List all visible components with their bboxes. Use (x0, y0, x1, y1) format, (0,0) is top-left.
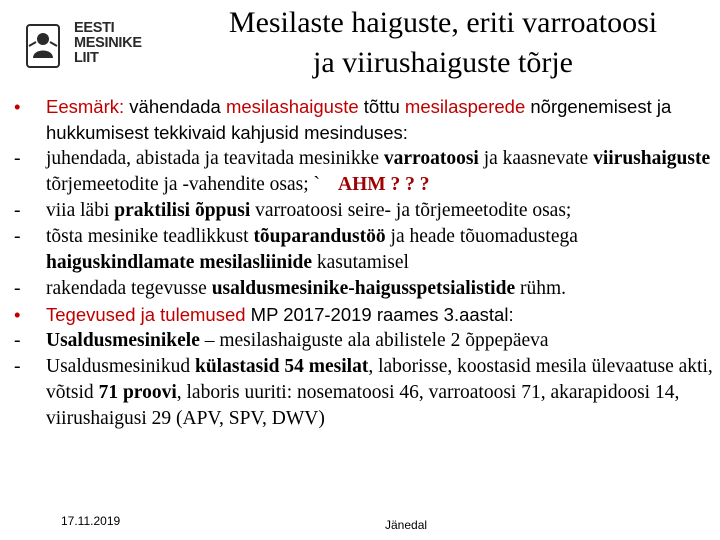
text-run: haiguskindlamate mesilasliinide (46, 252, 313, 273)
text-run: mesilashaiguste (225, 96, 359, 117)
logo-line-1: EESTI (74, 20, 115, 36)
text-run: , laboris uuriti: nosematoosi 46, varroatoosi 71, akarapidoosi 14, viirushaigusi 29 (APV, SPV, DWV) (46, 382, 680, 429)
text-run: rühm. (515, 278, 567, 299)
list-item (14, 276, 716, 302)
bullet-marker: • (14, 96, 21, 117)
text-run: tõrjemeetodite ja -vahendite osas; ` (46, 174, 320, 195)
dash-marker: - (14, 356, 21, 377)
text-run: 71 proovi (98, 382, 177, 403)
dash-marker: - (14, 226, 21, 247)
list-item (14, 146, 716, 198)
footer-author: Jänedal (385, 518, 428, 532)
text-run: nõrgenemisest ja hukkumisest tekkivaid kahjusid mesinduses: (46, 96, 672, 143)
list-item (14, 328, 716, 354)
text-run: kasutamisel (312, 252, 409, 273)
title-line-2: ja viirushaiguste tõrje (313, 46, 573, 79)
title-line-1: Mesilaste haiguste, eriti varroatoosi (228, 6, 658, 39)
dash-marker: - (14, 330, 21, 351)
dash-marker: - (14, 200, 21, 221)
text-run: tõuparandustöö (253, 226, 386, 247)
text-run: viirushaiguste (593, 148, 711, 169)
text-run: Usaldusmesinikele (46, 330, 200, 351)
list-item (14, 198, 716, 224)
text-run: varroatoosi seire- ja tõrjemeetodite osas; (250, 200, 572, 221)
dash-marker: - (14, 278, 21, 299)
list-item (14, 224, 716, 276)
text-run: , laborisse, koostasid mesila ülevaatuse akti, võtsid (46, 356, 713, 403)
text-run: mesilasperede (404, 96, 526, 117)
text-run: külastasid 54 mesilat (194, 356, 369, 377)
logo-text (74, 21, 142, 66)
dash-marker: - (14, 148, 21, 169)
list-item (14, 94, 716, 146)
text-run: – mesilashaiguste ala abilistele 2 õppepäeva (199, 330, 549, 351)
text-run: Usaldusmesinikud (46, 356, 195, 377)
text-run: ja heade tõuomadustega (385, 226, 578, 247)
logo (22, 12, 162, 74)
text-run: Tegevused ja tulemused (46, 304, 246, 325)
text-run: tõttu (358, 96, 405, 117)
logo-line-3: LIIT (74, 50, 99, 66)
bee-emblem-icon (26, 24, 60, 68)
logo-line-2: MESINIKE (74, 35, 142, 51)
text-run: AHM ? ? ? (337, 174, 430, 195)
text-run: rakendada tegevusse (46, 278, 212, 299)
text-run: tõsta mesinike teadlikkust (46, 226, 254, 247)
text-run: vähendada (124, 96, 226, 117)
list-item (14, 354, 716, 432)
text-run: MP 2017-2019 raames 3.aastal: (245, 304, 514, 325)
content-list (14, 94, 716, 432)
footer-date: 17.11.2019 (61, 514, 121, 528)
text-run: juhendada, abistada ja teavitada mesinikke (46, 148, 384, 169)
list-item (14, 302, 716, 328)
text-run: Eesmärk: (46, 96, 125, 117)
text-run: viia läbi (46, 200, 115, 221)
text-run: varroatoosi (383, 148, 479, 169)
text-run: praktilisi õppusi (114, 200, 251, 221)
slide-title (158, 3, 720, 83)
text-run: ja kaasnevate (478, 148, 594, 169)
bullet-marker: • (14, 304, 21, 325)
text-run: usaldusmesinike-haigusspetsialistide (211, 278, 516, 299)
